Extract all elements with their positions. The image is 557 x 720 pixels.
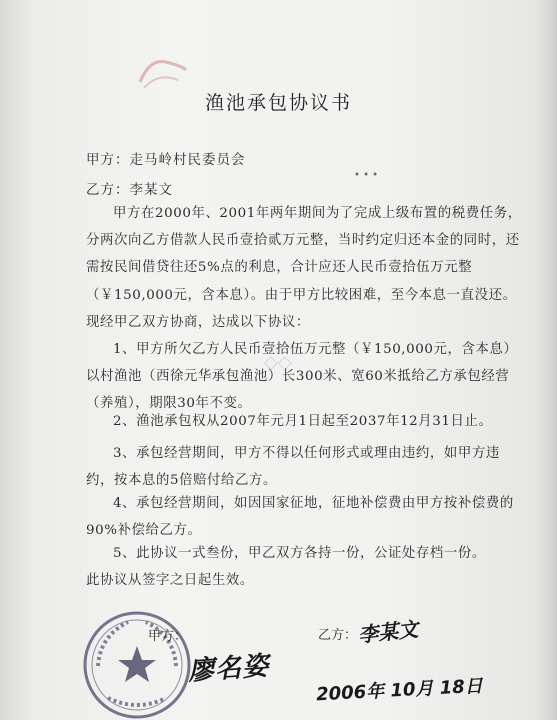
clause-5: 5、此协议一式叁份，甲乙双方各持一份，公证处存档一份。 xyxy=(113,546,486,561)
scan-marks: • • • xyxy=(354,170,379,181)
signature-date: 2006年 10月 18日 xyxy=(315,675,484,706)
clause-4: 4、承包经营期间，如因国家征地，征地补偿费由甲方按补偿费的90%补偿给乙方。 xyxy=(86,496,514,539)
party-a-handwritten-signature: 廖名姿 xyxy=(187,651,271,687)
party-b-line: 乙方：李某文 xyxy=(86,182,173,198)
clause-1: 1、甲方所欠乙方人民币壹拾伍万元整（￥150,000元，含本息）以村渔池（西徐元华承包渔池）长300米、宽60米抵给乙方承包经营（养殖），期限30年不变。 xyxy=(86,342,518,412)
party-a-line: 甲方：走马岭村民委员会 xyxy=(86,152,246,168)
effective-clause: 此协议从签字之日起生效。 xyxy=(86,573,254,588)
party-a-signature-label: 甲方： xyxy=(148,629,188,644)
official-seal xyxy=(78,606,196,720)
document-title: 渔池承包协议书 xyxy=(204,92,352,114)
paragraph-intro: 甲方在2000年、2001年两年期间为了完成上级布置的税费任务，分两次向乙方借款人民币壹拾贰万元整，当时约定归还本金的同时，还需按民间借贷往还5%点的利息，合计应还人民币壹拾伍万元整（￥150,000元，含本息）。由于甲方比较困难，至今本息一直没还。现经甲乙双方协商，达成以下协议： xyxy=(86,206,522,330)
clause-2: 2、渔池承包权从2007年元月1日起至2037年12月31日止。 xyxy=(113,414,493,429)
party-b-handwritten-signature: 李某文 xyxy=(357,616,420,648)
clause-3: 3、承包经营期间，甲方不得以任何形式或理由违约，如甲方违约，按本息的5倍赔付给乙方。 xyxy=(86,446,500,489)
watermark: ◇◇ xyxy=(264,352,292,373)
party-b-signature-label: 乙方： xyxy=(318,628,358,643)
